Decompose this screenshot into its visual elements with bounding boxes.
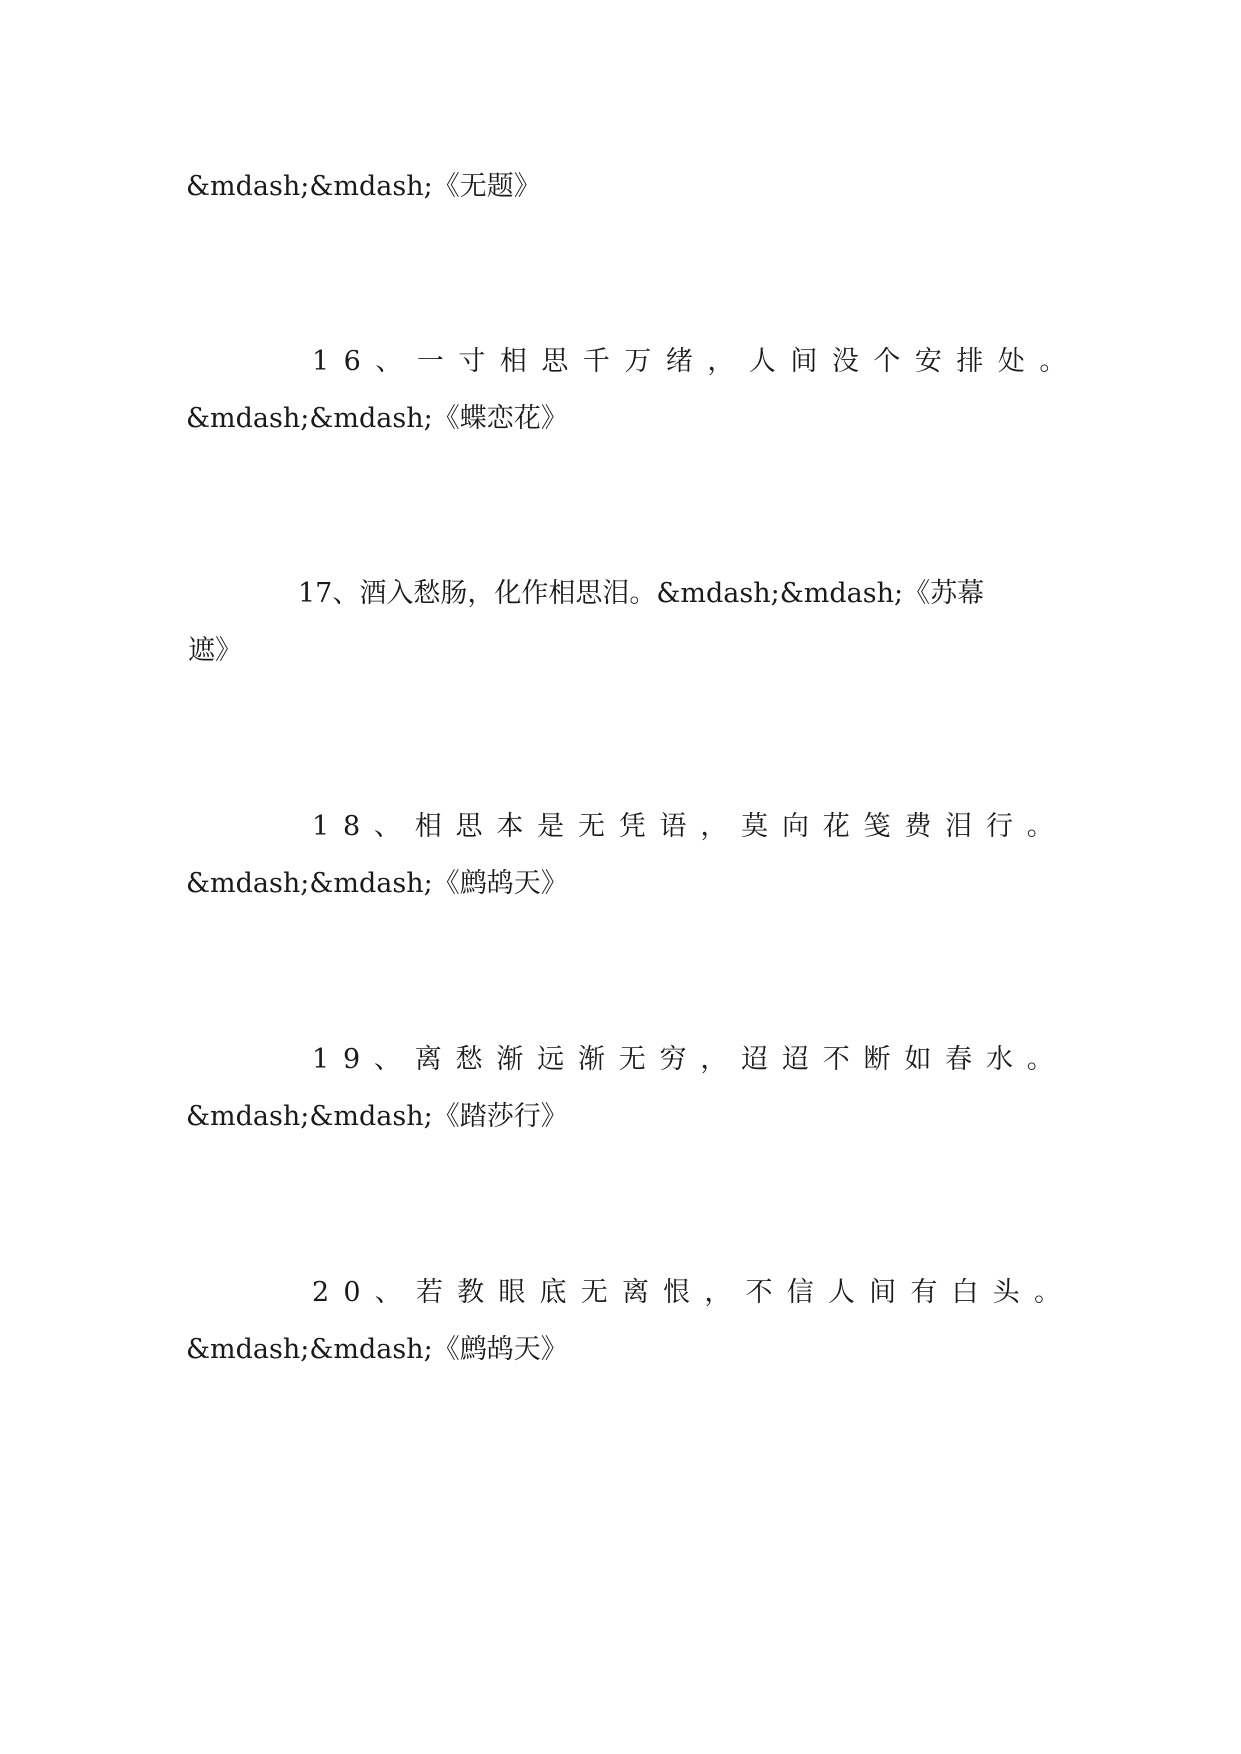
quote-line: 16、一寸相思千万绪，人间没个安排处。: [312, 346, 1081, 377]
quote-line: 19、离愁渐远渐无穷，迢迢不断如春水。: [312, 1044, 1068, 1075]
attribution-line: &mdash;&mdash;《鹧鸪天》: [186, 868, 568, 899]
quote-continuation-line: 遮》: [188, 635, 242, 666]
quote-line: 18、相思本是无凭语，莫向花笺费泪行。: [312, 811, 1068, 842]
attribution-line: &mdash;&mdash;《蝶恋花》: [186, 403, 568, 434]
attribution-line: &mdash;&mdash;《无题》: [186, 171, 541, 202]
quote-line: 17、酒入愁肠，化作相思泪。&mdash;&mdash;《苏幕: [298, 578, 985, 609]
quote-line: 20、若教眼底无离恨，不信人间有白头。: [312, 1277, 1076, 1308]
attribution-line: &mdash;&mdash;《鹧鸪天》: [186, 1334, 568, 1365]
attribution-line: &mdash;&mdash;《踏莎行》: [186, 1101, 568, 1132]
